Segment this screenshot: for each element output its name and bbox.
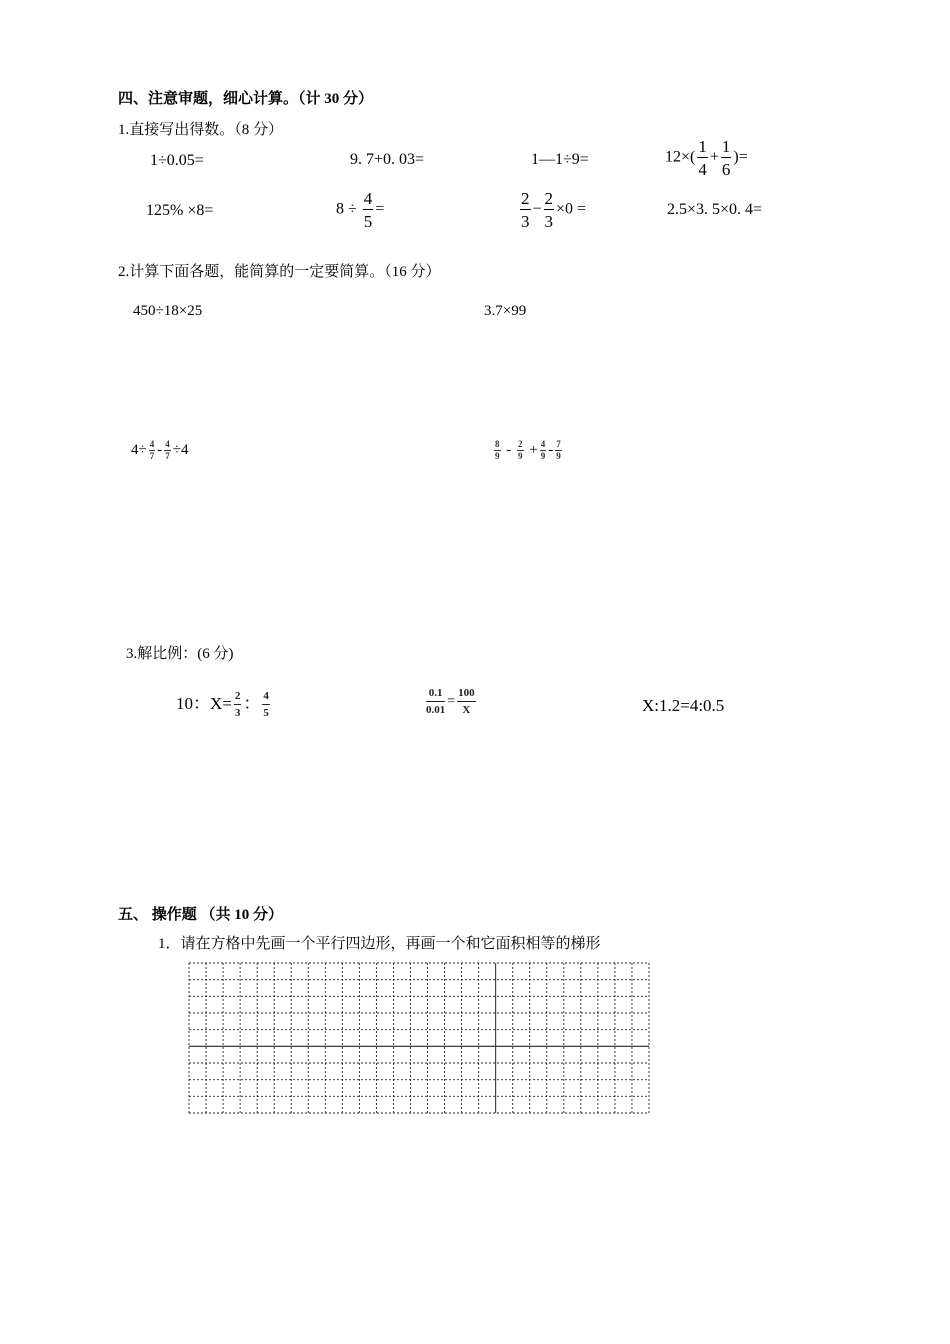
q2-expr-3	[131, 440, 188, 461]
denominator: 7	[165, 451, 170, 461]
q2-e4-op: +	[529, 441, 538, 458]
q2-e3-op: -	[157, 441, 163, 458]
denominator: 0.01	[426, 704, 446, 716]
q3-e1-pre: 10：X=	[176, 694, 232, 713]
denominator: 6	[721, 160, 731, 179]
denominator: 3	[234, 707, 241, 720]
numerator: 1	[721, 137, 731, 156]
q3-expr-3: X:1.2=4:0.5	[642, 696, 725, 715]
denominator: 9	[495, 451, 500, 461]
denominator: 3	[521, 212, 530, 231]
numerator: 2	[544, 189, 554, 208]
numerator: 100	[457, 688, 476, 702]
q2-e3-op: ÷	[138, 441, 147, 458]
numerator: 0.1	[426, 688, 445, 702]
fraction	[262, 691, 270, 719]
q1-expr-5: 125% ×8=	[146, 202, 214, 219]
numerator: 4	[262, 691, 270, 705]
q1-e4-op: +	[709, 148, 719, 166]
q1-expr-1: 1÷0.05=	[150, 152, 204, 169]
numerator: 4	[165, 439, 170, 449]
denominator: 9	[556, 451, 561, 461]
numerator: 7	[556, 439, 561, 449]
q1-e4-post: )=	[733, 148, 748, 166]
numerator: 4	[540, 439, 546, 449]
fraction	[164, 440, 171, 461]
q2-e3-pre: 4	[131, 441, 139, 458]
q1-expr-8: 2.5×3. 5×0. 4=	[667, 201, 763, 218]
q5-1-title: 1．请在方格中先画一个平行四边形，再画一个和它面积相等的梯形	[158, 936, 601, 952]
q2-e3-post: 4	[180, 441, 189, 458]
q1-e6-post: =	[375, 200, 385, 218]
fraction	[721, 138, 732, 178]
q1-expr-7	[518, 190, 586, 230]
q3-expr-2	[424, 688, 478, 716]
section-four-title: 四、注意审题，细心计算。（计 30 分）	[118, 91, 374, 107]
fraction	[520, 190, 531, 230]
numerator: 2	[234, 691, 242, 705]
fraction	[697, 138, 708, 178]
denominator: X	[462, 704, 471, 716]
q2-expr-1: 450÷18×25	[133, 303, 203, 319]
fraction	[517, 440, 524, 461]
numerator: 4	[363, 189, 373, 208]
q1-expr-3: 1—1÷9=	[531, 151, 589, 168]
denominator: 5	[263, 707, 269, 720]
q1-e6-pre: 8 ÷	[336, 200, 357, 218]
numerator: 2	[518, 439, 523, 449]
square-grid[interactable]	[188, 962, 650, 1114]
q3-e2-eq: =	[447, 694, 456, 710]
denominator: 7	[149, 451, 155, 461]
q1-title: 1.直接写出得数。（8 分）	[118, 122, 284, 138]
fraction	[555, 440, 562, 461]
denominator: 9	[540, 451, 546, 461]
fraction	[363, 190, 374, 230]
fraction	[457, 688, 476, 716]
q2-expr-2: 3.7×99	[484, 303, 527, 319]
denominator: 5	[363, 212, 373, 231]
q2-expr-4	[492, 440, 564, 461]
q3-expr-1	[176, 689, 272, 719]
q2-title: 2.计算下面各题，能简算的一定要简算。（16 分）	[118, 264, 441, 280]
fraction	[426, 688, 445, 716]
q1-e7-post: ×0 =	[556, 200, 587, 218]
numerator: 4	[149, 439, 155, 449]
q1-e4-pre: 12×(	[665, 148, 696, 166]
numerator: 1	[698, 137, 707, 156]
section-five-title: 五、 操作题 （共 10 分）	[118, 907, 284, 923]
q3-title: 3.解比例：(6 分)	[126, 646, 234, 662]
q1-expr-6	[336, 190, 384, 230]
fraction	[540, 440, 547, 461]
fraction	[234, 691, 242, 719]
q1-expr-2: 9. 7+0. 03=	[350, 151, 425, 168]
fraction	[544, 190, 555, 230]
q1-e7-op: −	[532, 200, 542, 218]
denominator: 9	[518, 451, 523, 461]
q3-e1-sep: ：	[243, 694, 261, 713]
numerator: 2	[521, 189, 530, 208]
q1-expr-4	[665, 138, 748, 178]
denominator: 4	[698, 160, 707, 179]
fraction	[149, 440, 156, 461]
fraction	[494, 440, 501, 461]
q2-e4-op: -	[506, 441, 512, 458]
denominator: 3	[544, 212, 554, 231]
q2-e3-op: ÷	[172, 441, 181, 458]
q2-e4-op: -	[548, 441, 554, 458]
numerator: 8	[495, 439, 500, 449]
